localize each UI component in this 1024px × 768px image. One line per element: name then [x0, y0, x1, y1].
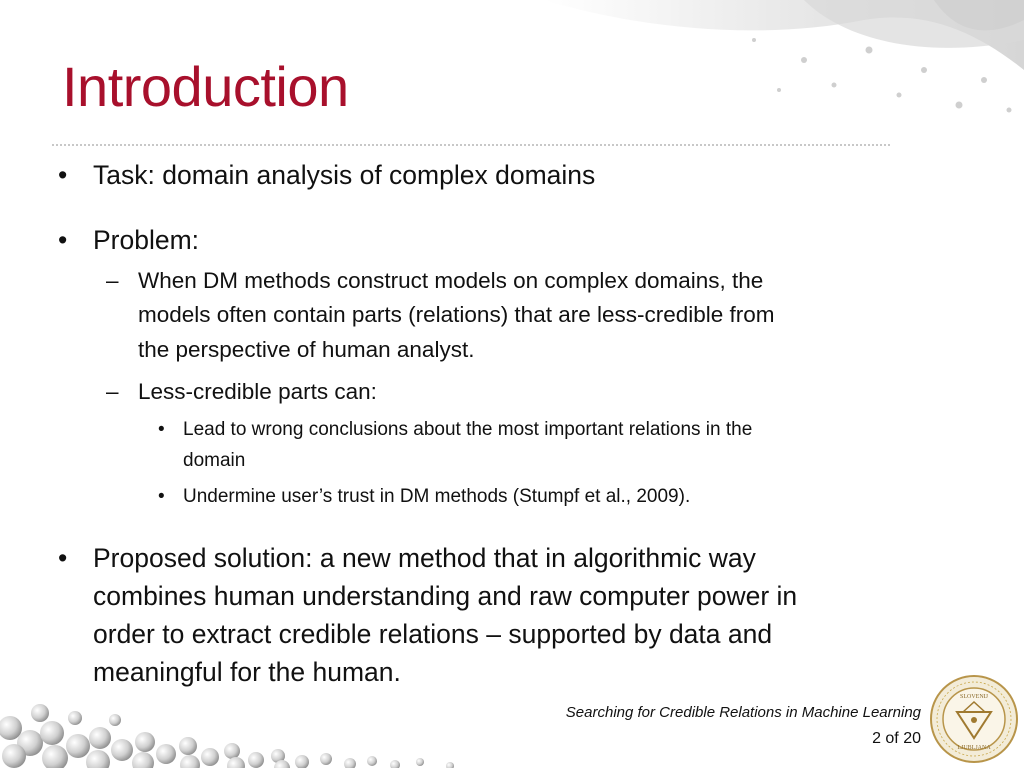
sub-sub-bullet-line: Undermine user’s trust in DM methods (Stumpf et al., 2009). [183, 486, 691, 507]
bullet-solution-line: meaningful for the human. [93, 657, 401, 687]
sub-bullet-line: When DM methods construct models on complex domains, the [138, 268, 764, 293]
bullet-marker: • [58, 160, 68, 190]
sub-bullet-marker: – [106, 379, 119, 404]
sub-sub-bullet-line: domain [183, 450, 246, 471]
sub-sub-bullet-marker: • [158, 486, 165, 507]
bullet-solution-line: combines human understanding and raw computer power in [93, 581, 798, 611]
slide-title: Introduction [62, 55, 349, 118]
university-seal-icon [929, 674, 1019, 764]
footer-presentation-title: Searching for Credible Relations in Machine Learning [565, 704, 921, 721]
sub-bullet-marker: – [106, 268, 119, 293]
svg-text:SLOVENIJ: SLOVENIJ [960, 694, 988, 700]
sub-sub-bullet-marker: • [158, 419, 165, 440]
sub-sub-bullet-line: Lead to wrong conclusions about the most important relations in the [183, 419, 753, 440]
bullet-problem: Problem: [93, 225, 200, 255]
bullet-task: Task: domain analysis of complex domains [93, 160, 596, 190]
bullet-marker: • [58, 225, 68, 255]
bullet-solution-line: Proposed solution: a new method that in algorithmic way [93, 543, 756, 573]
svg-text:LJUBLJANA: LJUBLJANA [957, 745, 991, 751]
sub-bullet-line: the perspective of human analyst. [138, 337, 475, 362]
bullet-solution-line: order to extract credible relations – supported by data and [93, 619, 773, 649]
page-indicator: 2 of 20 [872, 730, 921, 747]
sub-bullet-line: models often contain parts (relations) that are less-credible from [138, 302, 775, 327]
bullet-marker: • [58, 543, 68, 573]
sub-bullet-line: Less-credible parts can: [138, 379, 377, 404]
